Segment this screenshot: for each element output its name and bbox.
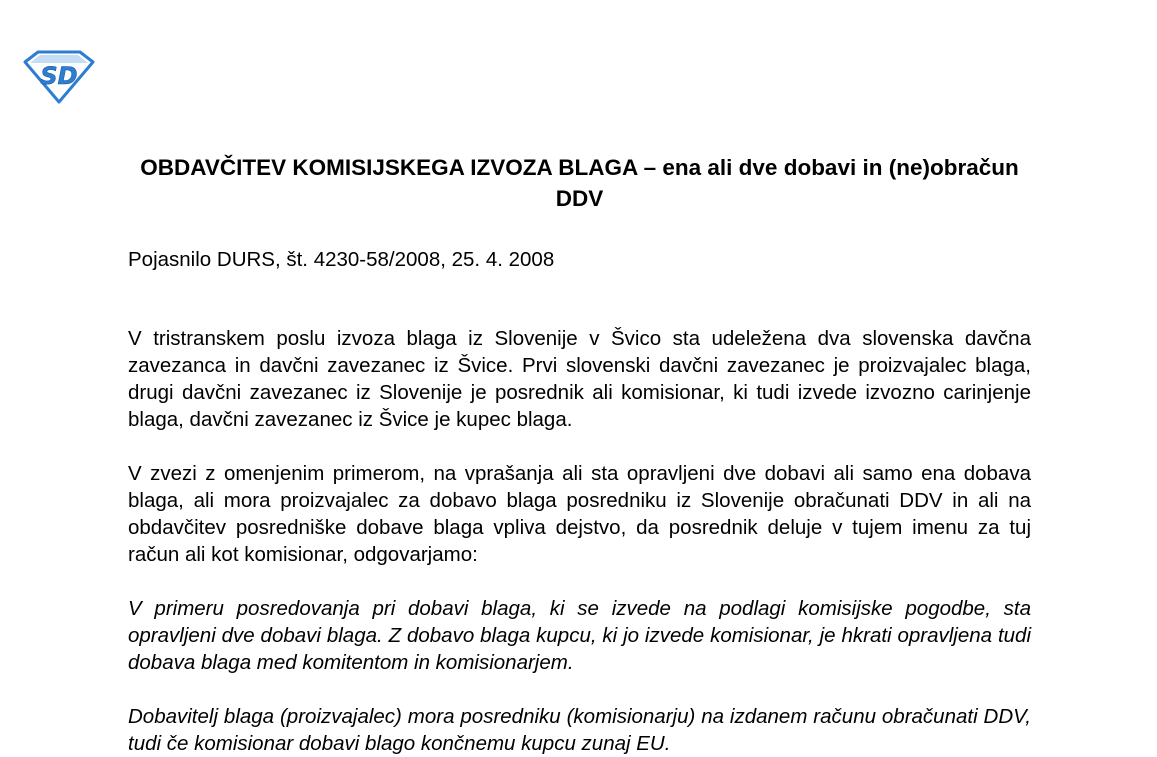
paragraph-3: V primeru posredovanja pri dobavi blaga, ki se izvede na podlagi komisijske pogodbe, sta opravljeni dve dobavi blaga. Z dobavo blaga kupcu, ki jo izvede komisionar, je hkrati opravljena tudi dobava blaga med komitentom in komisionarjem. (128, 597, 1031, 674)
durs-shield-logo-icon (22, 50, 96, 104)
document-body (128, 152, 1031, 757)
durs-logo (22, 50, 96, 104)
paragraph-2: V zvezi z omenjenim primerom, na vprašanja ali sta opravljeni dve dobavi ali samo ena dobava blaga, ali mora proizvajalec za dobavo blaga posredniku iz Slovenije obračunati DDV in ali na obdavčitev posredniške dobave blaga vpliva dejstvo, da posrednik deluje v tujem imenu za tuj račun ali kot komisionar, odgovarjamo: (128, 462, 1031, 566)
logo-monogram: SD (40, 62, 78, 90)
paragraph-1: V tristranskem poslu izvoza blaga iz Slovenije v Švico sta udeležena dva slovenska davčna zavezanca in davčni zavezanec iz Švice. Prvi slovenski davčni zavezanec je proizvajalec blaga, drugi davčni zavezanec iz Slovenije je posrednik ali komisionar, ki tudi izvede izvozno carinjenje blaga, davčni zavezanec iz Švice je kupec blaga. (128, 327, 1031, 431)
document-title: OBDAVČITEV KOMISIJSKEGA IZVOZA BLAGA – ena ali dve dobavi in (ne)obračun DDV (140, 155, 1019, 211)
document-reference: Pojasnilo DURS, št. 4230-58/2008, 25. 4. 2008 (128, 248, 555, 271)
paragraph-4: Dobavitelj blaga (proizvajalec) mora posredniku (komisionarju) na izdanem računu obračunati DDV, tudi če komisionar dobavi blago končnemu kupcu zunaj EU. (128, 705, 1031, 755)
